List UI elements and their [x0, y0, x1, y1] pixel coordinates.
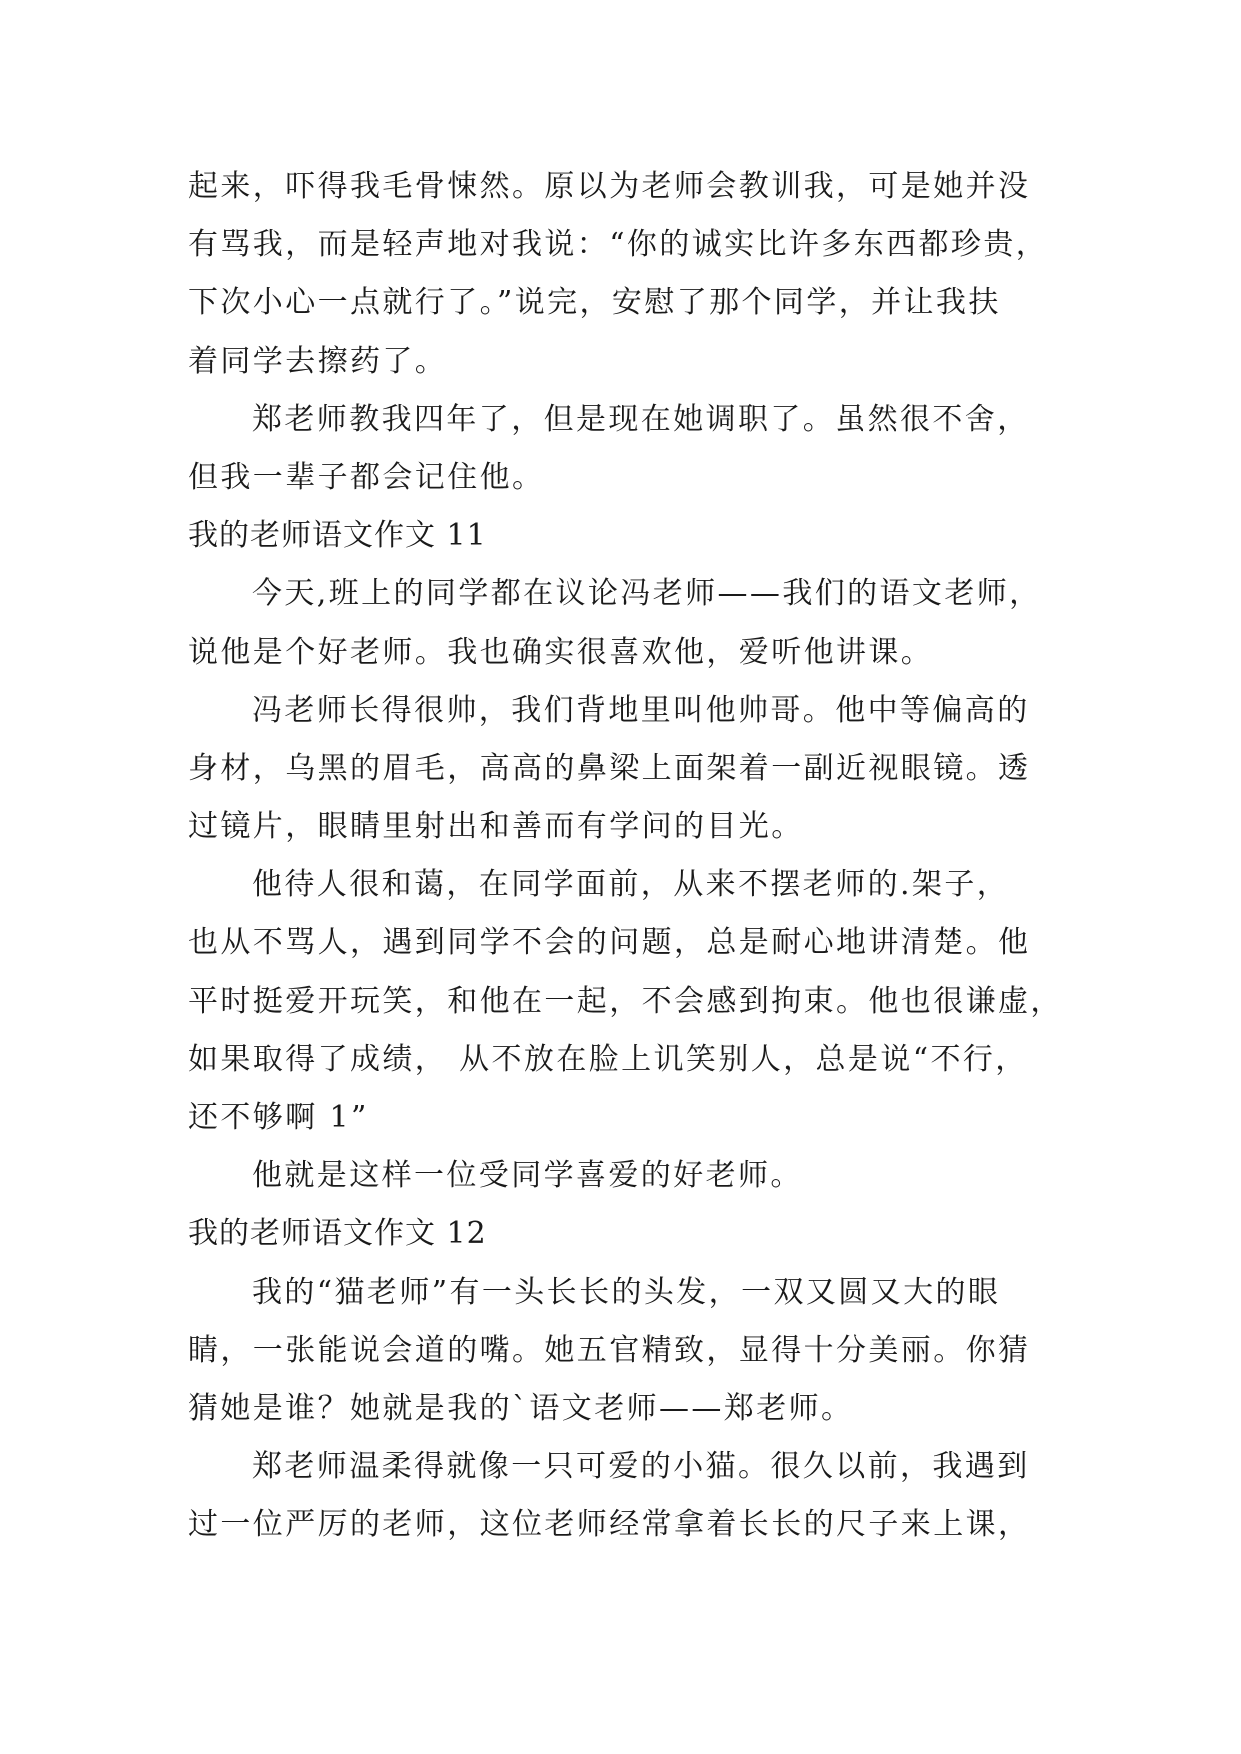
text-line: 但我一辈子都会记住他。: [188, 459, 545, 495]
text-line: 平时挺爱开玩笑，和他在一起，不会感到拘束。他也很谦虚，: [188, 983, 1063, 1019]
text-line: 过镜片，眼睛里射出和善而有学问的目光。: [188, 809, 804, 845]
text-line: 有骂我，而是轻声地对我说：“你的诚实比许多东西都珍贵，: [188, 227, 1049, 263]
section-heading: 我的老师语文作文 12: [188, 1216, 487, 1252]
paragraph-first-line: 他就是这样一位受同学喜爱的好老师。: [252, 1158, 803, 1194]
paragraph-first-line: 我的“猫老师”有一头长长的头发，一双又圆又大的眼: [252, 1274, 1001, 1310]
text-line: 过一位严厉的老师，这位老师经常拿着长长的尺子来上课，: [188, 1507, 1031, 1543]
section-heading: 我的老师语文作文 11: [188, 518, 487, 554]
paragraph-first-line: 郑老师温柔得就像一只可爱的小猫。很久以前，我遇到: [252, 1449, 1030, 1485]
essay-text: [188, 158, 1068, 1555]
text-line: 起来，吓得我毛骨悚然。原以为老师会教训我，可是她并没: [188, 169, 1031, 204]
text-line: 下次小心一点就行了。”说完，安慰了那个同学，并让我扶: [188, 285, 1001, 321]
text-line: 如果取得了成绩， 从不放在脸上讥笑别人，总是说“不行，: [188, 1041, 1028, 1077]
text-line: 睛，一张能说会道的嘴。她五官精致，显得十分美丽。你猜: [188, 1332, 1031, 1368]
paragraph-first-line: 郑老师教我四年了，但是现在她调职了。虽然很不舍，: [252, 401, 1030, 437]
paragraph-first-line: 今天,班上的同学都在议论冯老师——我们的语文老师，: [252, 576, 1042, 612]
text-line: 也从不骂人，遇到同学不会的问题，总是耐心地讲清楚。他: [188, 925, 1031, 961]
text-line: 说他是个好老师。我也确实很喜欢他，爱听他讲课。: [188, 634, 934, 670]
text-line: 还不够啊 1”: [188, 1100, 369, 1135]
text-line: 着同学去擦药了。: [188, 343, 448, 379]
text-line: 猜她是谁？她就是我的`语文老师——郑老师。: [188, 1390, 854, 1426]
text-line: 身材，乌黑的眉毛，高高的鼻梁上面架着一副近视眼镜。透: [188, 750, 1031, 786]
paragraph-first-line: 他待人很和蔼，在同学面前，从来不摆老师的.架子，: [252, 867, 1010, 903]
paragraph-first-line: 冯老师长得很帅，我们背地里叫他帅哥。他中等偏高的: [252, 692, 1030, 728]
